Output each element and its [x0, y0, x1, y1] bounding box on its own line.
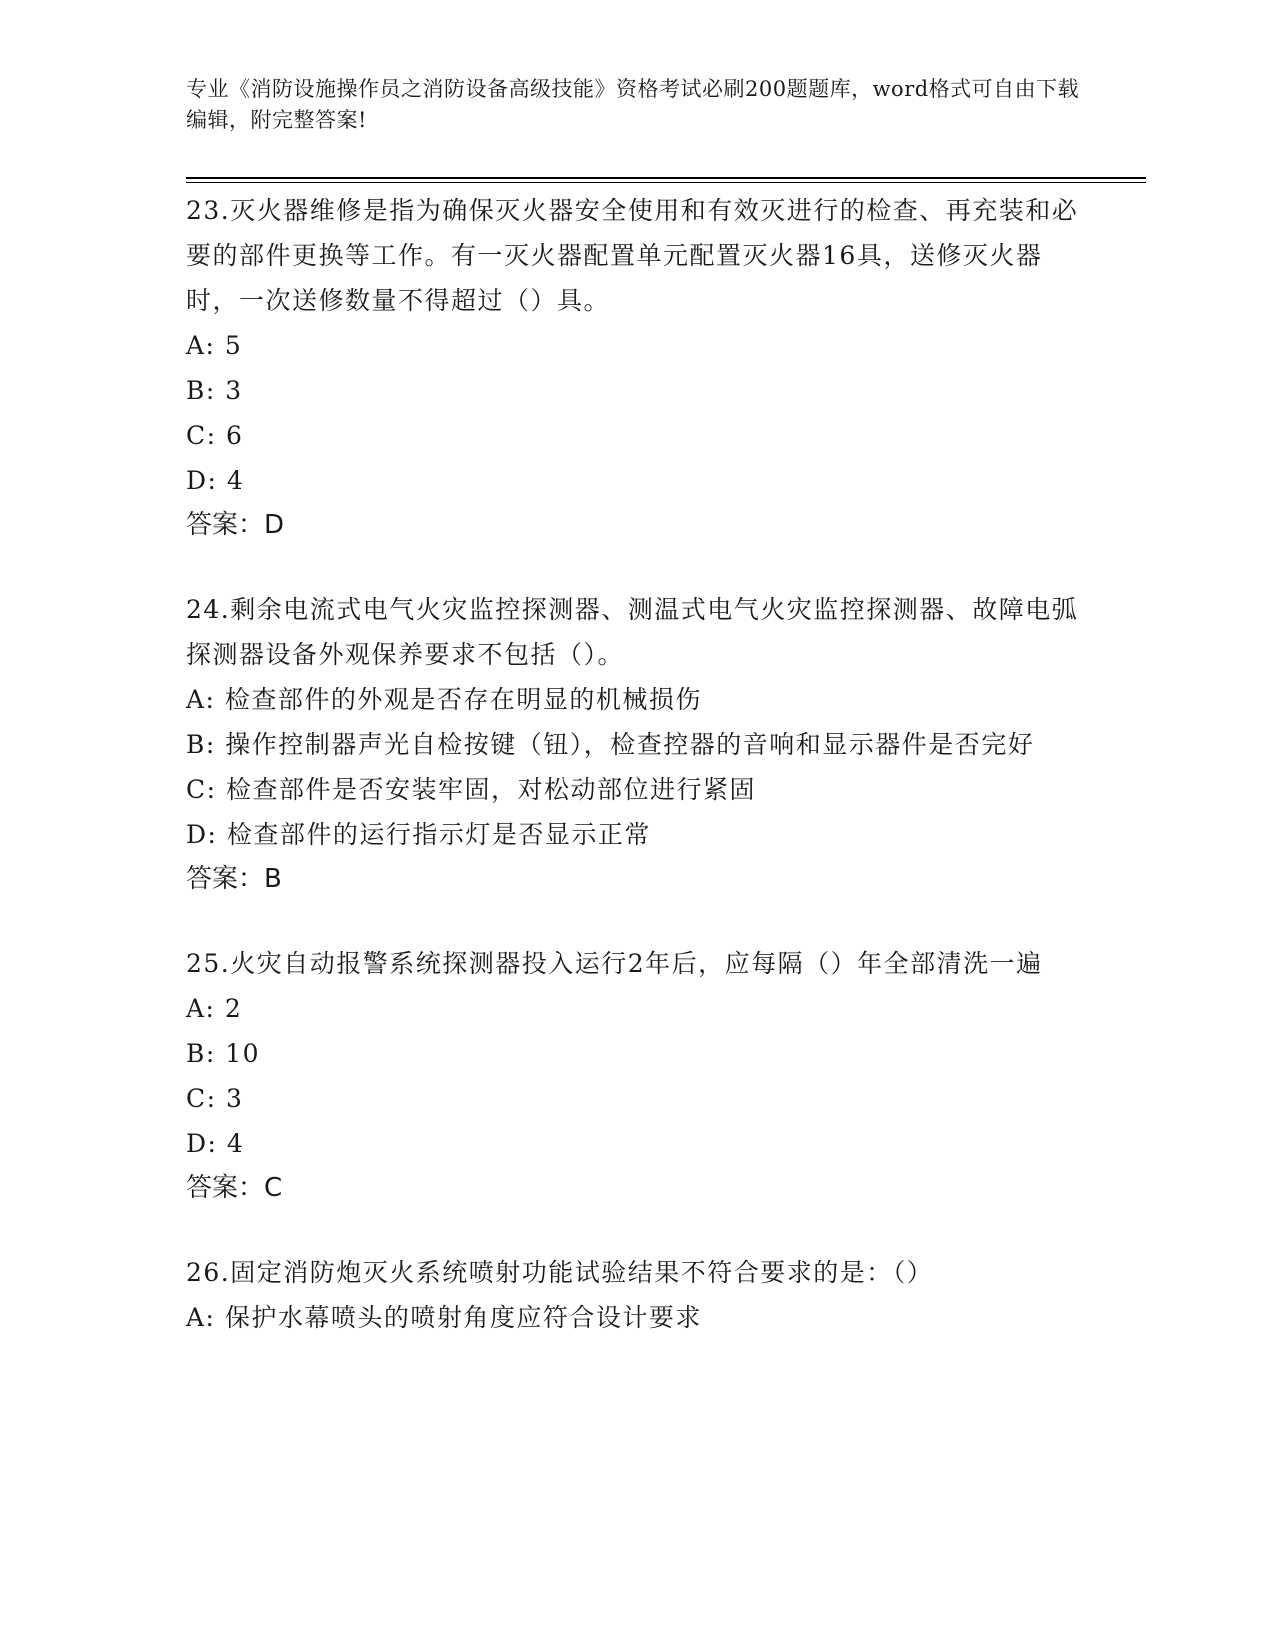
question-25: [186, 941, 1086, 1211]
question-stem: 24.剩余电流式电气火灾监控探测器、测温式电气火灾监控探测器、故障电弧探测器设备外观保养要求不包括（）。: [186, 595, 1079, 669]
header-divider: [186, 177, 1146, 179]
option-b: B: 10: [186, 1039, 261, 1068]
option-a: A: 2: [186, 994, 243, 1023]
question-26: [186, 1250, 1086, 1340]
option-d: D: 检查部件的运行指示灯是否显示正常: [186, 820, 651, 849]
option-d: D: 4: [186, 1129, 245, 1158]
option-b: B: 操作控制器声光自检按键（钮），检查控器的音响和显示器件是否完好: [186, 730, 1035, 759]
question-23: [186, 188, 1086, 548]
option-a: A: 保护水幕喷头的喷射角度应符合设计要求: [186, 1303, 702, 1332]
option-c: C: 3: [186, 1084, 244, 1113]
header-divider-thin: [186, 182, 1146, 183]
option-d: D: 4: [186, 466, 245, 495]
option-a: A: 检查部件的外观是否存在明显的机械损伤: [186, 685, 702, 714]
option-c: C: 检查部件是否安装牢固，对松动部位进行紧固: [186, 775, 756, 804]
answer: 答案：D: [186, 510, 285, 540]
document-header: 专业《消防设施操作员之消防设备高级技能》资格考试必刷200题题库，word格式可自由下载编辑，附完整答案!: [186, 77, 1080, 132]
option-a: A: 5: [186, 331, 243, 360]
answer: 答案：B: [186, 864, 282, 894]
question-24: [186, 587, 1086, 902]
option-b: B: 3: [186, 376, 243, 405]
question-stem: 25.火灾自动报警系统探测器投入运行2年后，应每隔（）年全部清洗一遍: [186, 949, 1043, 978]
option-c: C: 6: [186, 421, 244, 450]
answer: 答案：C: [186, 1173, 283, 1203]
question-stem: 26.固定消防炮灭火系统喷射功能试验结果不符合要求的是：（）: [186, 1258, 934, 1287]
question-stem: 23.灭火器维修是指为确保灭火器安全使用和有效灭进行的检查、再充装和必要的部件更换等工作。有一灭火器配置单元配置灭火器16具，送修灭火器时，一次送修数量不得超过（）具。: [186, 196, 1079, 315]
question-list: [186, 188, 1086, 1379]
